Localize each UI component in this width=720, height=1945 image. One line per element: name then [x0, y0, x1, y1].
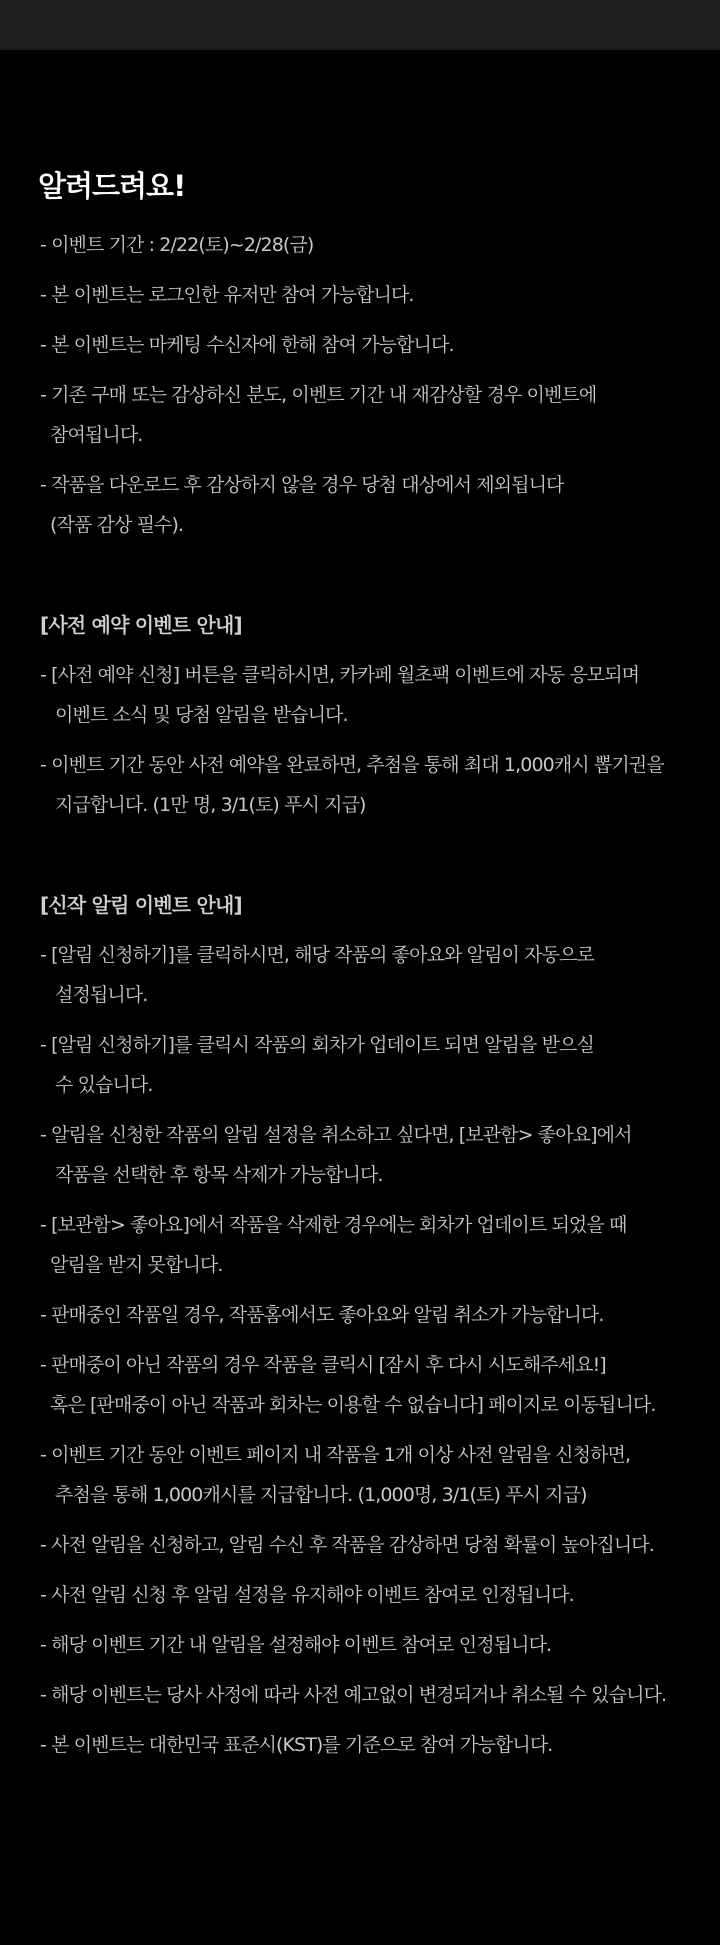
list-item: - 이벤트 기간 동안 이벤트 페이지 내 작품을 1개 이상 사전 알림을 신청하면, [40, 1444, 631, 1466]
list-item-continuation: 이벤트 소식 및 당첨 알림을 받습니다. [55, 704, 348, 726]
list-item: - 기존 구매 또는 감상하신 분도, 이벤트 기간 내 재감상할 경우 이벤트에 [40, 384, 597, 406]
list-item: - 해당 이벤트는 당사 사정에 따라 사전 예고없이 변경되거나 취소될 수 있습니다. [40, 1684, 667, 1706]
list-item: - 작품을 다운로드 후 감상하지 않을 경우 당첨 대상에서 제외됩니다 [40, 474, 564, 496]
list-item: - 이벤트 기간 : 2/22(토)~2/28(금) [40, 234, 314, 256]
list-item-continuation: 참여됩니다. [50, 424, 143, 446]
list-item: - 판매중인 작품일 경우, 작품홈에서도 좋아요와 알림 취소가 가능합니다. [40, 1304, 604, 1326]
list-item-continuation: 수 있습니다. [55, 1074, 153, 1096]
list-item: - 사전 알림을 신청하고, 알림 수신 후 작품을 감상하면 당첨 확률이 높아집니다. [40, 1534, 654, 1556]
list-item: - 판매중이 아닌 작품의 경우 작품을 클릭시 [잠시 후 다시 시도해주세요!] [40, 1354, 606, 1376]
list-item-continuation: (작품 감상 필수). [50, 514, 184, 536]
list-item: - 본 이벤트는 대한민국 표준시(KST)를 기준으로 참여 가능합니다. [40, 1734, 553, 1756]
list-item: - 이벤트 기간 동안 사전 예약을 완료하면, 추첨을 통해 최대 1,000캐시 뽑기권을 [40, 754, 664, 776]
list-item-continuation: 추첨을 통해 1,000캐시를 지급합니다. (1,000명, 3/1(토) 푸시 지급) [55, 1484, 587, 1506]
list-item-continuation: 혹은 [판매중이 아닌 작품과 회차는 이용할 수 없습니다] 페이지로 이동됩니다. [50, 1394, 656, 1416]
list-item: - [사전 예약 신청] 버튼을 클릭하시면, 카카페 월초팩 이벤트에 자동 응모되며 [40, 664, 640, 686]
new-alert-heading: [신작 알림 이벤트 안내] [40, 893, 242, 917]
list-item: - 알림을 신청한 작품의 알림 설정을 취소하고 싶다면, [보관함> 좋아요]에서 [40, 1124, 632, 1146]
preorder-heading: [사전 예약 이벤트 안내] [40, 613, 242, 637]
list-item-continuation: 작품을 선택한 후 항목 삭제가 가능합니다. [55, 1164, 383, 1186]
list-item: - 해당 이벤트 기간 내 알림을 설정해야 이벤트 참여로 인정됩니다. [40, 1634, 552, 1656]
notice-title: 알려드려요! [38, 169, 186, 203]
list-item: - [알림 신청하기]를 클릭하시면, 해당 작품의 좋아요와 알림이 자동으로 [40, 944, 594, 966]
list-item: - 본 이벤트는 마케팅 수신자에 한해 참여 가능합니다. [40, 334, 454, 356]
list-item-continuation: 지급합니다. (1만 명, 3/1(토) 푸시 지급) [55, 794, 366, 816]
list-item-continuation: 알림을 받지 못합니다. [50, 1254, 223, 1276]
list-item: - 사전 알림 신청 후 알림 설정을 유지해야 이벤트 참여로 인정됩니다. [40, 1584, 574, 1606]
top-bar [0, 0, 720, 50]
list-item-continuation: 설정됩니다. [55, 984, 148, 1006]
list-item: - 본 이벤트는 로그인한 유저만 참여 가능합니다. [40, 284, 414, 306]
list-item: - [알림 신청하기]를 클릭시 작품의 회차가 업데이트 되면 알림을 받으실 [40, 1034, 594, 1056]
list-item: - [보관함> 좋아요]에서 작품을 삭제한 경우에는 회차가 업데이트 되었을 때 [40, 1214, 627, 1236]
